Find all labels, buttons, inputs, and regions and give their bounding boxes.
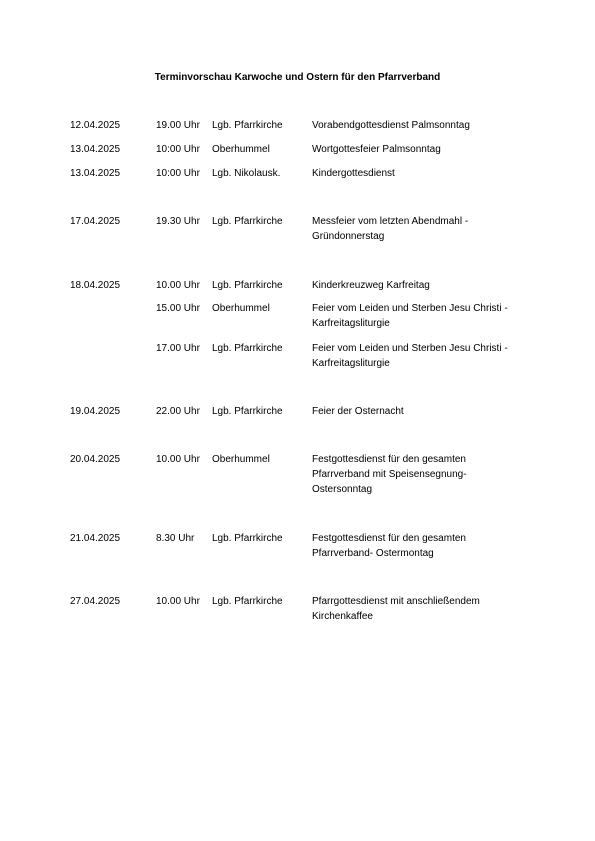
- row-time: 10.00 Uhr: [156, 280, 200, 291]
- row-location: Lgb. Pfarrkirche: [212, 406, 283, 417]
- row-date: 27.04.2025: [70, 596, 121, 607]
- row-description: [312, 301, 552, 331]
- row-location: Oberhummel: [212, 144, 270, 155]
- row-date: 12.04.2025: [70, 120, 121, 131]
- description-line: Festgottesdienst für den gesamten: [312, 454, 466, 465]
- row-time: 19.00 Uhr: [156, 120, 200, 131]
- description-line: Feier vom Leiden und Sterben Jesu Christi -: [312, 343, 508, 354]
- row-location: Lgb. Pfarrkirche: [212, 343, 283, 354]
- row-description: [312, 594, 552, 624]
- row-location: Lgb. Pfarrkirche: [212, 596, 283, 607]
- description-line: Pfarrverband- Ostermontag: [312, 548, 434, 559]
- document-title: Terminvorschau Karwoche und Ostern für den Pfarrverband: [154, 72, 441, 83]
- row-description: [312, 118, 552, 133]
- description-line: Messfeier vom letzten Abendmahl -: [312, 216, 469, 227]
- row-location: Lgb. Pfarrkirche: [212, 280, 283, 291]
- row-description: [312, 214, 552, 244]
- row-time: 17.00 Uhr: [156, 343, 200, 354]
- row-time: 10.00 Uhr: [156, 596, 200, 607]
- row-location: Lgb. Nikolausk.: [212, 168, 281, 179]
- row-description: [312, 278, 552, 293]
- row-location: Lgb. Pfarrkirche: [212, 120, 283, 131]
- row-description: [312, 452, 552, 497]
- row-description: [312, 404, 552, 419]
- description-line: Pfarrgottesdienst mit anschließendem: [312, 596, 480, 607]
- row-time: 10:00 Uhr: [156, 168, 200, 179]
- row-location: Oberhummel: [212, 303, 270, 314]
- description-line: Feier vom Leiden und Sterben Jesu Christi -: [312, 303, 508, 314]
- description-line: Vorabendgottesdienst Palmsonntag: [312, 120, 470, 131]
- row-description: [312, 531, 552, 561]
- description-line: Pfarrverband mit Speisensegnung-: [312, 469, 467, 480]
- row-location: Lgb. Pfarrkirche: [212, 216, 283, 227]
- row-time: 10:00 Uhr: [156, 144, 200, 155]
- row-description: [312, 142, 552, 157]
- description-line: Festgottesdienst für den gesamten: [312, 533, 466, 544]
- description-line: Karfreitagsliturgie: [312, 358, 390, 369]
- row-date: 18.04.2025: [70, 280, 121, 291]
- row-time: 8.30 Uhr: [156, 533, 195, 544]
- row-date: 20.04.2025: [70, 454, 121, 465]
- description-line: Kirchenkaffee: [312, 611, 373, 622]
- row-time: 22.00 Uhr: [156, 406, 200, 417]
- description-line: Wortgottesfeier Palmsonntag: [312, 144, 441, 155]
- row-date: 13.04.2025: [70, 144, 121, 155]
- description-line: Ostersonntag: [312, 484, 373, 495]
- row-location: Oberhummel: [212, 454, 270, 465]
- row-description: [312, 166, 552, 181]
- row-location: Lgb. Pfarrkirche: [212, 533, 283, 544]
- description-line: Kinderkreuzweg Karfreitag: [312, 280, 430, 291]
- row-time: 19.30 Uhr: [156, 216, 200, 227]
- row-time: 10.00 Uhr: [156, 454, 200, 465]
- row-time: 15.00 Uhr: [156, 303, 200, 314]
- row-description: [312, 341, 552, 371]
- row-date: 19.04.2025: [70, 406, 121, 417]
- description-line: Feier der Osternacht: [312, 406, 404, 417]
- description-line: Karfreitagsliturgie: [312, 318, 390, 329]
- row-date: 21.04.2025: [70, 533, 121, 544]
- description-line: Gründonnerstag: [312, 231, 385, 242]
- description-line: Kindergottesdienst: [312, 168, 395, 179]
- row-date: 13.04.2025: [70, 168, 121, 179]
- row-date: 17.04.2025: [70, 216, 121, 227]
